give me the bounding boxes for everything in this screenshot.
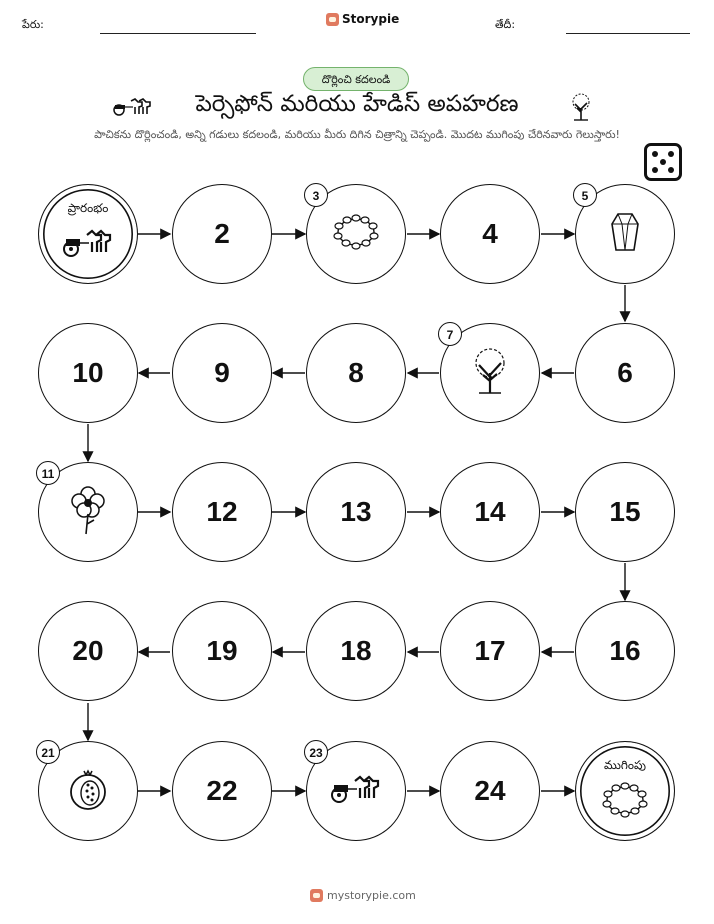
cell-number: 15 [609,496,641,527]
board-cell[interactable] [440,462,540,562]
footer [310,889,416,902]
board-cell[interactable] [38,323,138,423]
board-cell[interactable] [38,462,138,562]
name-label: పేరు: [22,18,44,31]
cell-number: 18 [340,635,372,666]
board-cell[interactable] [440,601,540,701]
cell-number: 6 [617,357,633,388]
date-label: తేదీ: [495,18,516,31]
cell-number: 8 [348,357,364,388]
cell-number: 19 [206,635,238,666]
cell-number-badge: 3 [304,183,328,207]
board-cell[interactable] [38,741,138,841]
cell-number: 24 [474,775,506,806]
board-cell[interactable] [440,184,540,284]
board-cell[interactable] [172,741,272,841]
cell-number: 20 [72,635,104,666]
board-cell[interactable] [306,741,406,841]
cell-number: 14 [474,496,506,527]
board-cell[interactable] [306,462,406,562]
finish-label: ముగింపు [604,758,646,772]
game-type-tag: దొర్లించి కదలండి [303,67,409,91]
board-cell[interactable] [575,323,675,423]
cell-number-badge: 21 [36,740,60,764]
cell-number: 12 [206,496,238,527]
crystal-icon [610,210,640,258]
cell-number: 10 [72,357,104,388]
cell-number-badge: 5 [573,183,597,207]
cell-number: 13 [340,496,372,527]
cell-number-badge: 11 [36,461,60,485]
cell-number: 9 [214,357,230,388]
board-cell[interactable] [172,184,272,284]
cell-number: 22 [206,775,238,806]
board-cell[interactable] [575,462,675,562]
instructions: పాచికను దొర్లించండి, అన్ని గడులు కదలండి, మరియు మీరు దిగిన చిత్రాన్ని చెప్పండి. మొదట ముగింపు చేరినవారు గెలుస్తారు! [94,128,620,141]
board-cell[interactable] [38,601,138,701]
board-cell[interactable] [575,184,675,284]
cell-number: 2 [214,218,230,249]
board-cell[interactable] [172,462,272,562]
laurel-wreath-icon [601,780,649,824]
board-cell[interactable] [440,323,540,423]
flower-icon [68,484,108,540]
cell-number-badge: 7 [438,322,462,346]
board-cell[interactable] [575,741,675,841]
cell-number: 16 [609,635,641,666]
board-cell[interactable] [172,323,272,423]
board-cell[interactable] [575,601,675,701]
board-cell[interactable] [306,601,406,701]
board-cell[interactable] [172,601,272,701]
tree-icon [465,347,515,399]
start-label: ప్రారంభం [67,201,109,215]
brand-name: Storypie [342,12,400,26]
laurel-wreath-icon [332,212,380,256]
cell-number-badge: 23 [304,740,328,764]
board-cell[interactable] [306,184,406,284]
board-cell[interactable] [306,323,406,423]
cell-number: 17 [474,635,506,666]
cell-number: 4 [482,218,498,249]
storypie-logo-icon [310,889,323,902]
chariot-icon [63,227,113,263]
page-title: పెర్సెఫోన్ మరియు హేడిస్ అపహరణ [195,91,519,117]
chariot-icon [331,773,381,809]
footer-url[interactable]: mystorypie.com [327,889,416,902]
board-cell[interactable] [38,184,138,284]
pomegranate-icon [66,767,110,815]
board-cell[interactable] [440,741,540,841]
